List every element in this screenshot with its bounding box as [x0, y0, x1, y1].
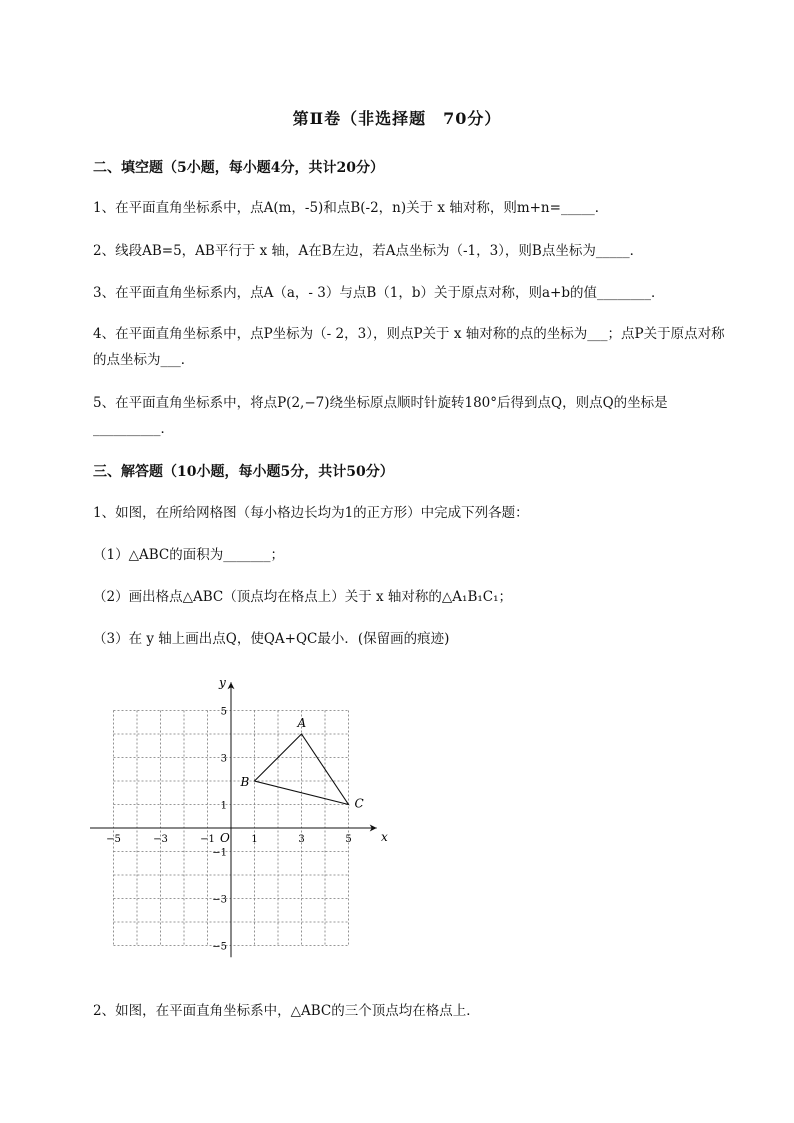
origin-label: O: [220, 831, 230, 845]
x-tick-label: 5: [345, 834, 352, 845]
question-answer-1-part-1: （1）△ABC的面积为_______；: [93, 547, 284, 563]
x-tick-label: 1: [251, 834, 258, 845]
section-heading-fill-in: 二、填空题（5小题，每小题4分，共计20分）: [93, 160, 384, 176]
question-fill-1: 1、在平面直角坐标系中，点A(m，-5)和点B(-2，n)关于 x 轴对称，则m+n=_____．: [93, 200, 609, 216]
x-tick-label: −5: [106, 834, 121, 845]
question-answer-1-part-3: （3）在 y 轴上画出点Q，使QA+QC最小．(保留画的痕迹): [93, 631, 450, 647]
y-axis-label: y: [219, 680, 226, 690]
y-tick-label: 5: [220, 706, 227, 718]
question-answer-2-intro: 2、如图，在平面直角坐标系中，△ABC的三个顶点均在格点上．: [93, 1003, 480, 1019]
x-tick-label: −3: [153, 834, 168, 845]
coordinate-grid-figure: [90, 680, 400, 980]
y-tick-label: 1: [220, 800, 227, 812]
question-fill-2: 2、线段AB=5，AB平行于 x 轴，A在B左边，若A点坐标为（-1，3），则B点坐标为_____．: [93, 243, 644, 259]
x-tick-label: −1: [200, 834, 215, 845]
section-heading-answer: 三、解答题（10小题，每小题5分，共计50分）: [93, 464, 394, 480]
y-tick-label: −3: [212, 894, 227, 906]
vertex-label-b: B: [240, 775, 250, 789]
y-tick-label: 3: [220, 753, 227, 765]
x-axis-label: x: [381, 830, 388, 844]
vertex-label-a: A: [297, 716, 307, 730]
question-fill-4: 4、在平面直角坐标系中，点P坐标为（- 2，3），则点P关于 x 轴对称的点的坐标为___；点P关于原点对称的点坐标为___．: [93, 326, 725, 368]
y-tick-label: −5: [212, 941, 227, 953]
tick-labels: [106, 707, 352, 953]
triangle-edges: [255, 734, 349, 805]
vertex-label-c: C: [354, 796, 364, 811]
question-answer-1-intro: 1、如图，在所给网格图（每小格边长均为1的正方形）中完成下列各题：: [93, 505, 529, 521]
page-title: 第Ⅱ卷（非选择题 70分）: [292, 109, 502, 128]
axes: [90, 680, 388, 957]
x-tick-label: 3: [298, 834, 305, 845]
question-fill-3: 3、在平面直角坐标系内，点A（a，- 3）与点B（1，b）关于原点对称，则a+b的值________．: [93, 285, 665, 301]
question-fill-5: 5、在平面直角坐标系中，将点P(2,−7)绕坐标原点顺时针旋转180°后得到点Q，则点Q的坐标是__________．: [93, 395, 668, 437]
question-answer-1-part-2: （2）画出格点△ABC（顶点均在格点上）关于 x 轴对称的△A₁B₁C₁；: [93, 589, 513, 605]
y-tick-label: −1: [212, 847, 227, 859]
